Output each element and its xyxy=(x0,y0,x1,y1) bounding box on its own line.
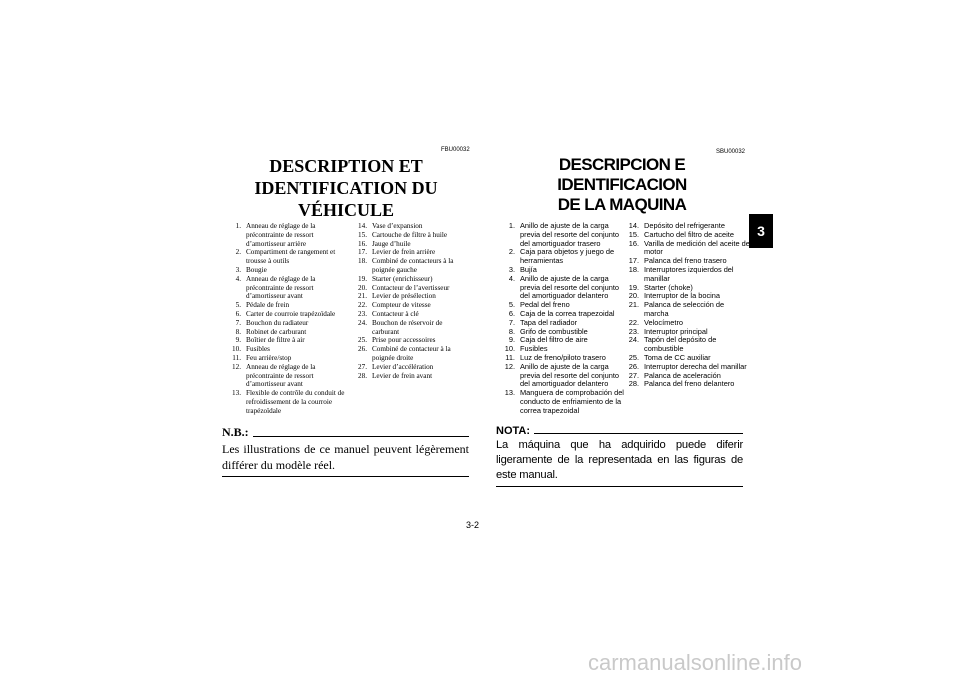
fr-page-title xyxy=(220,155,472,221)
list-item-text: Palanca del freno delantero xyxy=(644,379,735,389)
list-item xyxy=(226,363,348,389)
fr-note-text: Les illustrations de ce manuel peuvent légèrement différer du modèle réel. xyxy=(222,442,469,472)
list-item-text: Levier de frein avant xyxy=(372,371,433,380)
list-item-text: Bouchon du radiateur xyxy=(246,318,309,327)
fr-note-rule xyxy=(253,435,469,437)
list-item-text: Boîtier de filtre à air xyxy=(246,336,305,345)
list-item-text: Interruptor derecha del manillar xyxy=(644,361,747,371)
fr-title-line2: IDENTIFICATION DU VÉHICULE xyxy=(254,178,438,220)
list-item-number: 3. xyxy=(235,265,241,274)
list-item xyxy=(352,231,470,240)
list-item-text: Combiné de contacteurs à la poignée gauche xyxy=(372,257,454,274)
list-item-text: Velocímetro xyxy=(644,317,684,327)
list-item-number: 12. xyxy=(232,362,241,371)
list-item xyxy=(226,301,348,310)
es-note-label: NOTA: xyxy=(496,425,531,437)
list-item-number: 26. xyxy=(628,361,639,371)
list-item-text: Varilla de medición del aceite de motor xyxy=(644,238,750,257)
list-item-number: 15. xyxy=(628,229,639,239)
list-item-number: 7. xyxy=(235,318,241,327)
list-item-number: 8. xyxy=(508,326,515,336)
list-item-number: 7. xyxy=(508,317,515,327)
list-item xyxy=(226,328,348,337)
list-item-number: 27. xyxy=(358,362,367,371)
list-item-text: Palanca del freno trasero xyxy=(644,256,727,266)
list-item xyxy=(500,363,624,389)
list-item-text: Cartucho del filtro de aceite xyxy=(644,229,734,239)
list-item xyxy=(226,319,348,328)
list-item-number: 20. xyxy=(358,283,367,292)
list-item-text: Levier de frein arrière xyxy=(372,248,436,257)
list-item-number: 18. xyxy=(628,264,639,274)
es-title-line1: DESCRIPCION E IDENTIFICACION xyxy=(557,155,687,194)
list-item-text: Caja del filtro de aire xyxy=(520,335,588,345)
list-item-number: 6. xyxy=(508,308,515,318)
list-item-number: 11. xyxy=(232,353,241,362)
list-item-text: Anneau de réglage de la précontrainte de ressort d’amortisseur arrière xyxy=(246,222,316,248)
es-parts-list-left xyxy=(500,222,624,416)
list-item xyxy=(226,336,348,345)
list-item-number: 17. xyxy=(358,248,367,257)
list-item xyxy=(226,266,348,275)
list-item-text: Palanca de selección de marcha xyxy=(644,300,725,318)
list-item xyxy=(500,389,624,415)
list-item-number: 21. xyxy=(358,292,367,301)
list-item xyxy=(624,301,750,319)
list-item-number: 10. xyxy=(232,345,241,354)
list-item-text: Anillo de ajuste de la carga previa del resorte del conjunto del amortiguador delantero xyxy=(520,361,620,389)
fr-note xyxy=(222,425,469,477)
list-item-number: 23. xyxy=(358,309,367,318)
list-item-number: 28. xyxy=(358,371,367,380)
chapter-tab: 3 xyxy=(749,214,773,248)
list-item-text: Tapa del radiador xyxy=(520,317,578,327)
list-item-number: 14. xyxy=(628,221,639,230)
list-item-number: 13. xyxy=(232,389,241,398)
list-item-number: 8. xyxy=(235,327,241,336)
fr-note-header xyxy=(222,425,469,440)
list-item xyxy=(226,389,348,415)
list-item-text: Pédale de frein xyxy=(246,301,290,310)
list-item-text: Anillo de ajuste de la carga previa del resorte del conjunto del amortiguador delantero xyxy=(520,273,620,301)
list-item-number: 9. xyxy=(235,336,241,345)
list-item-number: 28. xyxy=(628,379,639,389)
list-item xyxy=(500,336,624,345)
list-item-text: Robinet de carburant xyxy=(246,327,307,336)
list-item-text: Caja de la correa trapezoidal xyxy=(520,308,615,318)
list-item-text: Anneau de réglage de la précontrainte de ressort d’amortisseur avant xyxy=(246,362,316,389)
list-item-number: 25. xyxy=(358,336,367,345)
fr-note-bottom-rule xyxy=(222,476,469,477)
list-item xyxy=(624,240,750,258)
list-item-text: Manguera de comprobación del conducto de enfriamiento de la correa trapezoidal xyxy=(520,388,624,415)
list-item-number: 2. xyxy=(235,248,241,257)
list-item-number: 24. xyxy=(628,335,639,345)
page-number: 3-2 xyxy=(466,520,480,530)
list-item-text: Interruptores izquierdos del manillar xyxy=(644,264,734,283)
list-item xyxy=(352,257,470,275)
fr-parts-list-left xyxy=(226,222,348,416)
list-item xyxy=(226,345,348,354)
list-item-text: Interruptor principal xyxy=(644,326,708,336)
list-item-number: 5. xyxy=(235,301,241,310)
list-item-text: Bougie xyxy=(246,265,267,274)
list-item-text: Compteur de vitesse xyxy=(372,301,431,310)
list-item-number: 23. xyxy=(628,326,639,336)
list-item-number: 4. xyxy=(508,273,515,283)
es-note-header xyxy=(496,425,743,437)
list-item-text: Contacteur de l’avertisseur xyxy=(372,283,450,292)
list-item xyxy=(352,319,470,337)
list-item-number: 16. xyxy=(358,239,367,248)
list-item xyxy=(352,275,470,284)
list-item-number: 18. xyxy=(358,257,367,266)
list-item-number: 10. xyxy=(504,344,515,354)
list-item xyxy=(226,248,348,266)
list-item-text: Depósito del refrigerante xyxy=(644,221,725,230)
list-item-number: 3. xyxy=(508,264,515,274)
list-item-number: 14. xyxy=(358,222,367,230)
list-item-number: 19. xyxy=(628,282,639,292)
list-item xyxy=(352,301,470,310)
list-item-number: 6. xyxy=(235,309,241,318)
fr-note-label: N.B.: xyxy=(222,425,249,439)
list-item-text: Starter (choke) xyxy=(644,282,693,292)
list-item-text: Pedal del freno xyxy=(520,300,570,310)
list-item-number: 16. xyxy=(628,238,639,248)
es-note-bottom-rule xyxy=(496,486,743,487)
list-item-number: 17. xyxy=(628,256,639,266)
list-item-text: Flexible de contrôle du conduit de refroidissement de la courroie trapézoïdale xyxy=(246,389,345,415)
list-item xyxy=(624,380,750,389)
list-item-number: 1. xyxy=(235,222,241,230)
list-item xyxy=(500,275,624,301)
list-item-number: 12. xyxy=(504,361,515,371)
es-parts-list-right xyxy=(624,222,750,389)
es-note xyxy=(496,425,743,487)
list-item-number: 9. xyxy=(508,335,515,345)
list-item-number: 4. xyxy=(235,274,241,283)
list-item-text: Starter (enrichisseur) xyxy=(372,274,433,283)
list-item-number: 20. xyxy=(628,291,639,301)
list-item-text: Toma de CC auxiliar xyxy=(644,352,711,362)
list-item-text: Grifo de combustible xyxy=(520,326,588,336)
list-item-text: Compartiment de rangement et trousse à outils xyxy=(246,248,336,266)
list-item-text: Vase d’expansion xyxy=(372,222,423,230)
list-item xyxy=(624,266,750,284)
es-note-text: La máquina que ha adquirido puede diferir ligeramente de la representada en las figuras de este manual. xyxy=(496,439,743,481)
list-item xyxy=(352,248,470,257)
list-item-text: Feu arrière/stop xyxy=(246,353,292,362)
es-title-line2: DE LA MAQUINA xyxy=(557,195,687,214)
list-item-text: Tapón del depósito de combustible xyxy=(644,335,717,354)
fr-title-line1: DESCRIPTION ET xyxy=(269,156,423,176)
list-item-number: 27. xyxy=(628,370,639,380)
list-item xyxy=(500,222,624,248)
list-item-text: Interruptor de la bocina xyxy=(644,291,721,301)
list-item-text: Bouchon de réservoir de carburant xyxy=(372,318,443,336)
fr-section-code: FBU00032 xyxy=(441,147,470,153)
list-item-number: 13. xyxy=(504,388,515,398)
list-item-number: 2. xyxy=(508,247,515,257)
list-item-number: 26. xyxy=(358,345,367,354)
list-item-number: 1. xyxy=(508,221,515,230)
list-item-text: Combiné de contacteur à la poignée droite xyxy=(372,345,451,362)
list-item-number: 21. xyxy=(628,300,639,310)
es-note-rule xyxy=(534,432,743,434)
list-item xyxy=(352,372,470,381)
fr-parts-list-right xyxy=(352,222,470,380)
list-item-number: 15. xyxy=(358,230,367,239)
list-item xyxy=(352,310,470,319)
list-item-number: 25. xyxy=(628,352,639,362)
list-item-number: 22. xyxy=(358,301,367,310)
list-item xyxy=(352,240,470,249)
list-item-text: Jauge d’huile xyxy=(372,239,411,248)
list-item xyxy=(226,310,348,319)
list-item-number: 24. xyxy=(358,318,367,327)
list-item-text: Fusibles xyxy=(520,344,548,354)
list-item-text: Levier de présélection xyxy=(372,292,436,301)
list-item-number: 11. xyxy=(505,352,515,362)
list-item xyxy=(226,222,348,248)
list-item xyxy=(352,292,470,301)
list-item-text: Luz de freno/piloto trasero xyxy=(520,352,606,362)
list-item xyxy=(624,336,750,354)
list-item-text: Palanca de aceleración xyxy=(644,370,721,380)
list-item xyxy=(500,248,624,266)
list-item xyxy=(352,345,470,363)
list-item-text: Fusibles xyxy=(246,345,270,354)
list-item-number: 22. xyxy=(628,317,639,327)
list-item xyxy=(226,275,348,301)
list-item-text: Caja para objetos y juego de herramientas xyxy=(520,247,615,266)
list-item xyxy=(352,284,470,293)
list-item-text: Anneau de réglage de la précontrainte de ressort d’amortisseur avant xyxy=(246,274,316,301)
list-item xyxy=(352,222,470,231)
list-item xyxy=(352,336,470,345)
watermark-text[interactable]: carmanualsonline.info xyxy=(588,650,803,675)
list-item-text: Cartouche de filtre à huile xyxy=(372,230,448,239)
list-item xyxy=(352,363,470,372)
list-item xyxy=(226,354,348,363)
list-item-text: Bujía xyxy=(520,264,537,274)
list-item-number: 19. xyxy=(358,274,367,283)
list-item-text: Carter de courroie trapézoïdale xyxy=(246,309,336,318)
es-section-code: SBU00032 xyxy=(716,149,746,155)
es-page-title xyxy=(496,155,748,215)
list-item-text: Anillo de ajuste de la carga previa del resorte del conjunto del amortiguador trasero xyxy=(520,221,620,248)
list-item-number: 5. xyxy=(508,300,515,310)
list-item-text: Levier d’accélération xyxy=(372,362,434,371)
list-item-text: Contacteur à clé xyxy=(372,309,419,318)
list-item-text: Prise pour accessoires xyxy=(372,336,436,345)
